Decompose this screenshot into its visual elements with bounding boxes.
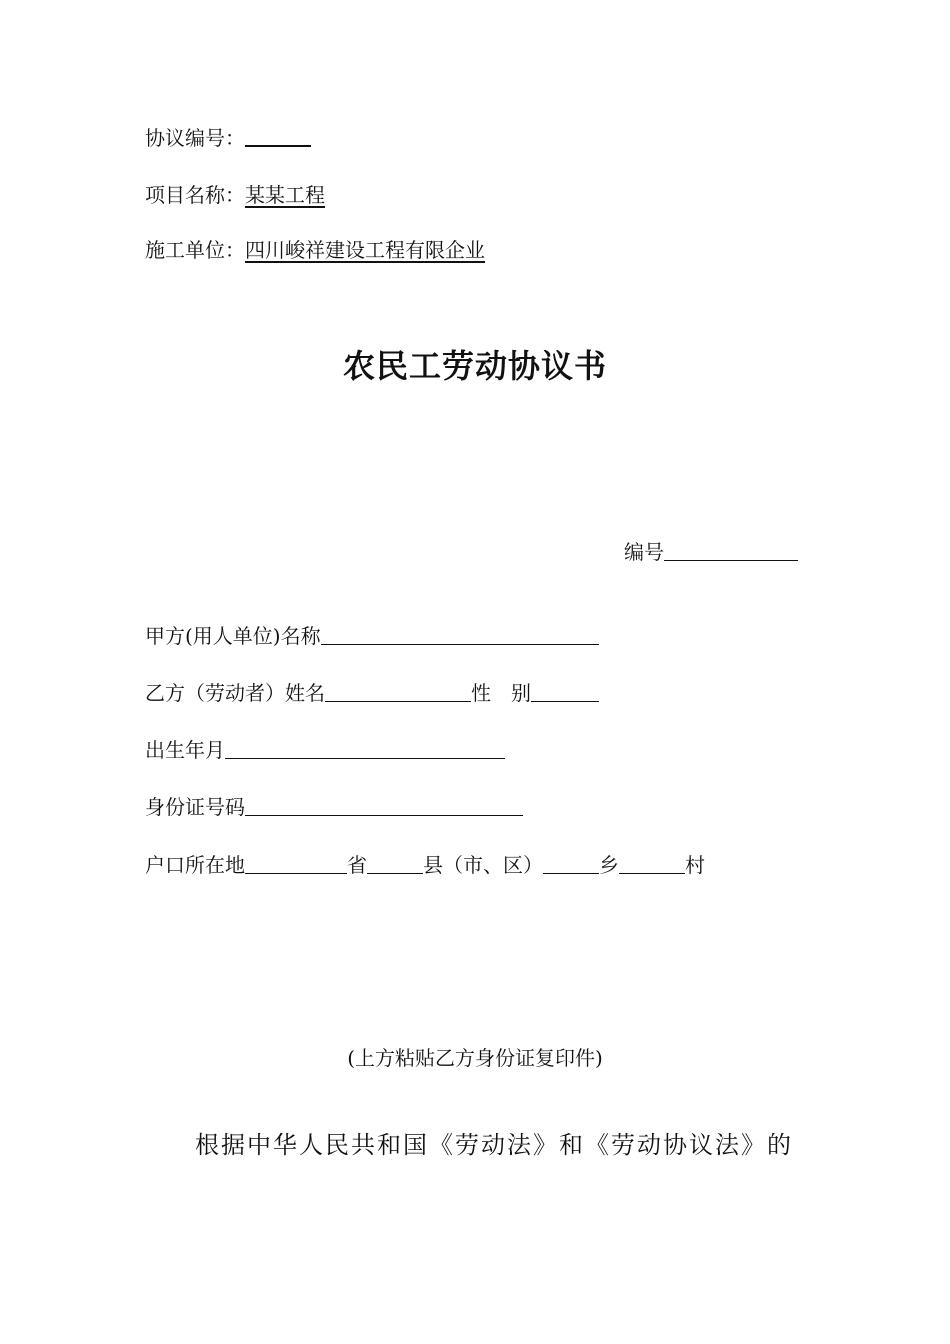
gender-blank[interactable] [531, 681, 599, 702]
household-line [145, 851, 705, 879]
party-b-name-blank[interactable] [325, 681, 471, 702]
id-number-label: 身份证号码 [145, 795, 245, 819]
contractor-label: 施工单位： [145, 238, 245, 262]
gender-label: 性 别 [471, 681, 531, 705]
contractor-value: 四川峻祥建设工程有限企业 [245, 238, 485, 262]
birth-line [145, 736, 505, 764]
project-name-value: 某某工程 [245, 183, 325, 207]
document-title: 农民工劳动协议书 [342, 347, 607, 385]
party-b-line [145, 679, 599, 707]
number-label: 编号 [624, 540, 664, 564]
agreement-number-label: 协议编号： [145, 126, 245, 150]
party-a-label: 甲方(用人单位)名称 [145, 624, 321, 648]
village-blank[interactable] [619, 853, 685, 874]
number-blank[interactable] [664, 540, 798, 561]
party-a-blank[interactable] [321, 624, 599, 645]
agreement-number-line [145, 124, 311, 152]
agreement-number-blank[interactable] [245, 125, 311, 147]
contractor-line [145, 236, 485, 264]
province-label: 省 [347, 853, 367, 877]
project-name-line [145, 181, 325, 209]
village-label: 村 [685, 853, 705, 877]
county-blank[interactable] [367, 853, 423, 874]
household-label: 户口所在地 [145, 853, 245, 877]
number-line [624, 538, 798, 566]
body-paragraph: 根据中华人民共和国《劳动法》和《劳动协议法》的 [195, 1131, 793, 1159]
township-blank[interactable] [543, 853, 599, 874]
party-a-line [145, 622, 599, 650]
province-blank[interactable] [245, 853, 347, 874]
birth-blank[interactable] [225, 738, 505, 759]
id-photocopy-caption: (上方粘贴乙方身份证复印件) [347, 1046, 603, 1070]
project-name-label: 项目名称： [145, 183, 245, 207]
birth-label: 出生年月 [145, 738, 225, 762]
county-label: 县（市、区） [423, 853, 543, 877]
id-number-line [145, 793, 523, 821]
id-number-blank[interactable] [245, 795, 523, 816]
party-b-label: 乙方（劳动者）姓名 [145, 681, 325, 705]
township-label: 乡 [599, 853, 619, 877]
